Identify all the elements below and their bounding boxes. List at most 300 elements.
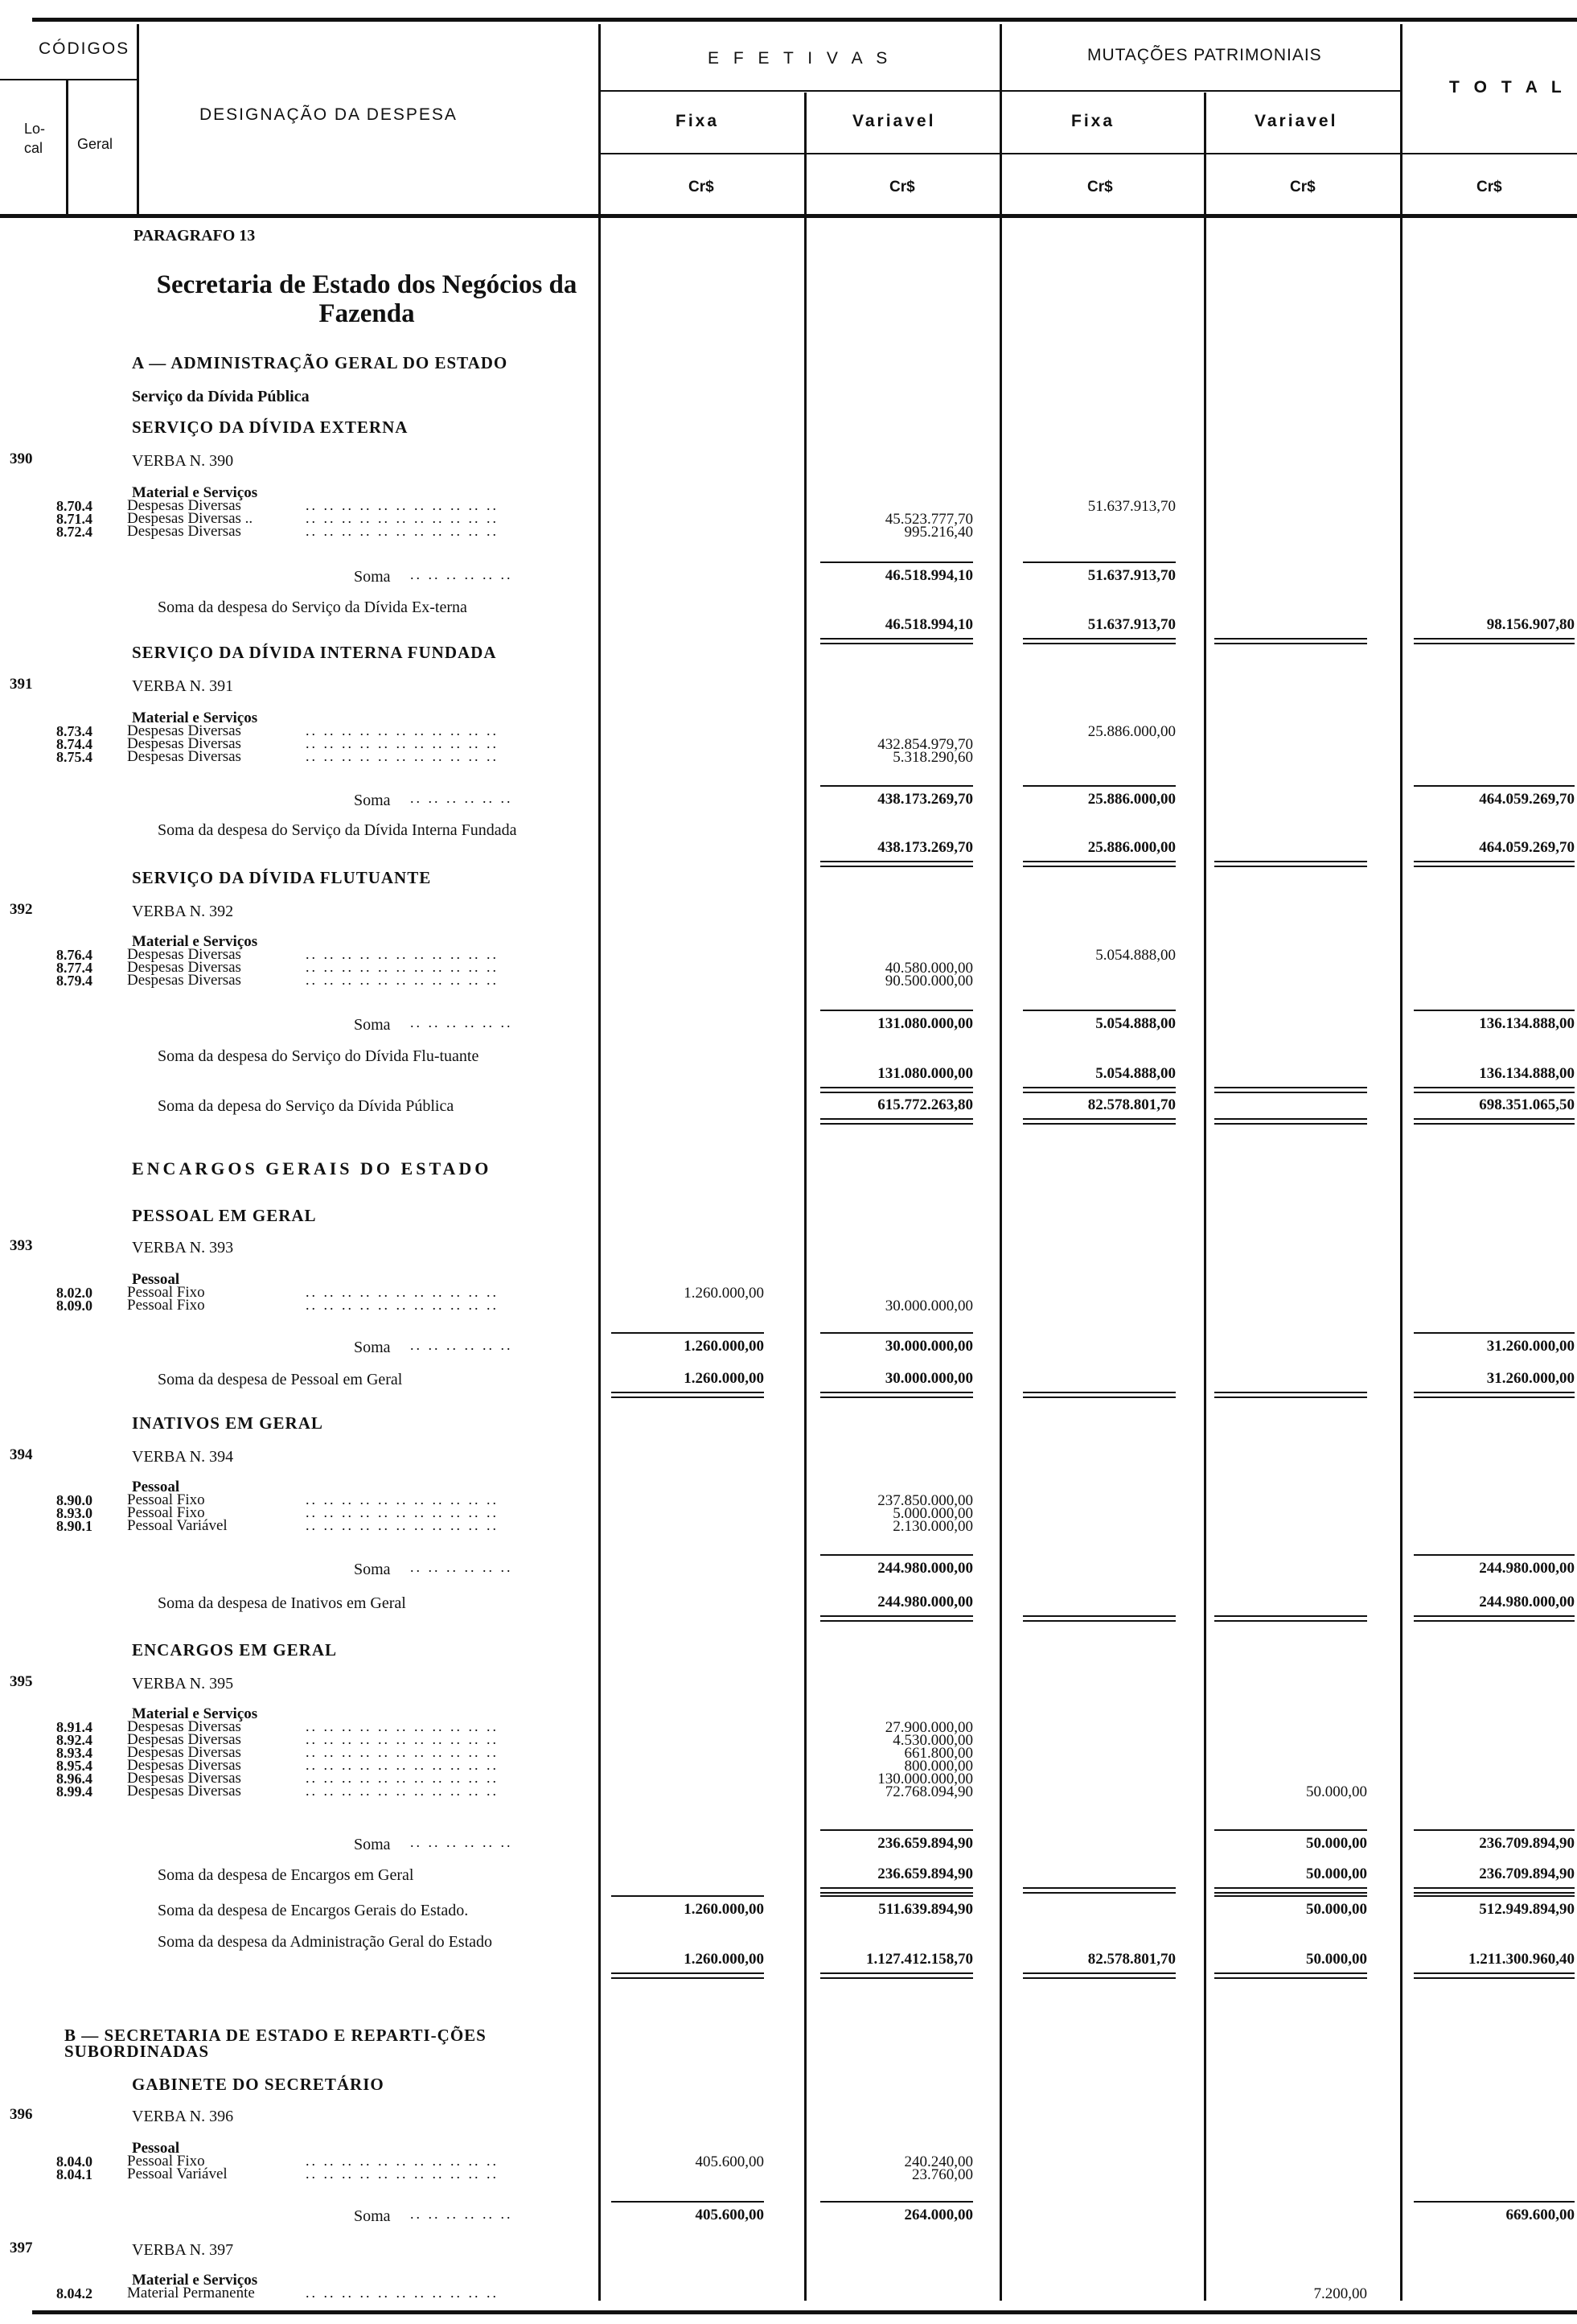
total-double-rule [1023,1615,1176,1617]
amount-efixa: 1.260.000,00 [684,1951,764,1968]
sum-rule [1023,561,1176,563]
row-description: SERVIÇO DA DÍVIDA FLUTUANTE [132,868,432,887]
amount-evar: 244.980.000,00 [877,1594,973,1610]
column-rule-mutacoes-variavel [1204,93,1206,2301]
total-double-rule [820,1972,973,1974]
total-double-rule [1414,1087,1575,1088]
geral-code: 8.72.4 [56,524,92,540]
amount-mfixa: 51.637.913,70 [1087,498,1176,515]
geral-code: 8.04.2 [56,2285,92,2301]
amount-total: 136.134.888,00 [1479,1015,1575,1032]
row-description: Serviço da Dívida Pública [132,388,310,405]
total-double-rule [1414,1396,1575,1398]
row-description: Pessoal Fixo [127,1297,205,1314]
geral-code: 8.76.4 [56,947,92,963]
total-double-rule [820,861,973,862]
amount-total: 136.134.888,00 [1479,1065,1575,1082]
geral-code: 8.95.4 [56,1758,92,1774]
amount-efixa: 405.600,00 [695,2207,764,2223]
row-description: Pessoal Fixo [127,1504,205,1521]
geral-code: 8.70.4 [56,498,92,514]
sum-rule [1023,1010,1176,1011]
row-description: Despesas Diversas [127,748,241,765]
row-description: Pessoal Fixo [127,1284,205,1301]
sum-rule [1414,1829,1575,1831]
total-double-rule [1414,1892,1575,1894]
row-description: Material e Serviços [132,2272,258,2289]
sum-rule [820,1554,973,1556]
row-description: VERBA N. 396 [132,2108,234,2125]
geral-code: 8.77.4 [56,960,92,976]
dot-leader: .. .. .. .. .. .. .. .. .. .. .. [306,1718,499,1734]
total-double-rule [820,1092,973,1093]
amount-evar: 995.216,40 [904,524,973,541]
amount-mvar: 50.000,00 [1306,1951,1367,1968]
amount-evar: 46.518.994,10 [885,567,973,584]
row-description: VERBA N. 392 [132,903,234,920]
header-codigos: CÓDIGOS [39,39,130,58]
header-divider [598,153,1577,154]
total-double-rule [1023,643,1176,644]
total-double-rule [1414,1977,1575,1979]
header-local: Lo- cal [24,121,46,156]
amount-mfixa: 5.054.888,00 [1095,947,1176,964]
total-double-rule [1214,1392,1367,1393]
paragrafo-label: PARAGRAFO 13 [133,227,256,245]
geral-code: 8.90.1 [56,1518,92,1534]
amount-evar: 800.000,00 [904,1758,973,1775]
header-geral: Geral [77,136,113,152]
amount-evar: 90.500.000,00 [885,973,973,989]
total-double-rule [1023,1887,1176,1889]
local-code: 395 [10,1673,33,1690]
amount-total: 236.709.894,90 [1479,1835,1575,1852]
total-double-rule [820,1615,973,1617]
amount-evar: 438.173.269,70 [877,839,973,856]
dot-leader: .. .. .. .. .. .. .. .. .. .. .. [306,1757,499,1773]
header-designacao: DESIGNAÇÃO DA DESPESA [199,105,458,124]
amount-mfixa: 25.886.000,00 [1087,839,1176,856]
total-double-rule [1214,638,1367,640]
row-description: Soma [354,792,391,809]
row-description: Material Permanente [127,2285,255,2301]
dot-leader: .. .. .. .. .. .. .. .. .. .. .. [306,1297,499,1313]
row-description: Pessoal Variável [127,1517,228,1534]
total-double-rule [1414,1887,1575,1889]
row-description: Despesas Diversas [127,1757,241,1774]
row-description: VERBA N. 395 [132,1675,234,1693]
row-description: Despesas Diversas [127,722,241,739]
total-double-rule [611,1972,764,1974]
local-code: 390 [10,450,33,467]
amount-total: 98.156.907,80 [1486,616,1575,633]
row-description: Soma da despesa de Pessoal em Geral [158,1371,403,1388]
column-rule-efetivas-fixa [598,24,601,2301]
sum-rule [611,1895,764,1897]
row-description: Soma da despesa do Serviço da Dívida Interna Fundada [158,821,517,839]
sum-rule [820,1332,973,1334]
row-description: Soma [354,2207,391,2225]
sum-rule [820,2201,973,2203]
total-double-rule [1023,1092,1176,1093]
amount-evar: 511.639.894,90 [878,1901,973,1918]
total-double-rule [1214,1887,1367,1889]
row-description: Soma da despesa de Inativos em Geral [158,1594,406,1612]
row-description: VERBA N. 391 [132,677,234,695]
total-double-rule [820,1087,973,1088]
row-description: Material e Serviços [132,710,258,726]
amount-evar: 244.980.000,00 [877,1560,973,1577]
sum-rule [1414,785,1575,787]
amount-efixa: 1.260.000,00 [684,1285,764,1302]
row-description: VERBA N. 394 [132,1448,234,1466]
row-description: Despesas Diversas [127,1731,241,1748]
header-divider [66,80,68,217]
top-rule [32,18,1577,22]
sum-rule [1214,1895,1367,1897]
dot-leader: .. .. .. .. .. .. .. .. .. .. .. [306,1504,499,1520]
sum-rule [1414,1895,1575,1897]
amount-total: 512.949.894,90 [1479,1901,1575,1918]
row-description: Despesas Diversas .. [127,510,253,527]
currency-label: Cr$ [1290,179,1316,195]
total-double-rule [820,1620,973,1622]
dot-leader: .. .. .. .. .. .. [410,1834,513,1850]
header-total: T O T A L [1449,78,1567,97]
total-double-rule [1023,1392,1176,1393]
amount-total: 698.351.065,50 [1479,1096,1575,1113]
dot-leader: .. .. .. .. .. .. .. .. .. .. .. [306,2285,499,2301]
sum-rule [820,1895,973,1897]
row-description: Material e Serviços [132,484,258,501]
geral-code: 8.93.4 [56,1745,92,1761]
geral-code: 8.93.0 [56,1505,92,1521]
dot-leader: .. .. .. .. .. .. .. .. .. .. .. [306,722,499,738]
amount-mvar: 50.000,00 [1306,1783,1367,1800]
geral-code: 8.71.4 [56,511,92,527]
dot-leader: .. .. .. .. .. .. .. .. .. .. .. [306,735,499,751]
geral-code: 8.73.4 [56,723,92,739]
total-double-rule [1214,861,1367,862]
amount-evar: 438.173.269,70 [877,791,973,808]
amount-efixa: 1.260.000,00 [684,1370,764,1387]
header-divider [0,79,137,80]
row-description: INATIVOS EM GERAL [132,1413,323,1433]
total-double-rule [1214,1087,1367,1088]
amount-evar: 615.772.263,80 [877,1096,973,1113]
total-double-rule [820,1892,973,1894]
amount-evar: 23.760,00 [912,2166,973,2183]
row-description: Soma [354,1339,391,1356]
sum-rule [1414,1554,1575,1556]
geral-code: 8.91.4 [56,1719,92,1735]
currency-label: Cr$ [688,179,714,195]
total-double-rule [1023,1123,1176,1125]
total-double-rule [1023,638,1176,640]
total-double-rule [611,1392,764,1393]
row-description: Pessoal [132,1479,180,1495]
dot-leader: .. .. .. .. .. .. .. .. .. .. .. [306,1731,499,1747]
total-double-rule [820,1123,973,1125]
amount-mvar: 50.000,00 [1306,1835,1367,1852]
total-double-rule [1414,1615,1575,1617]
amount-evar: 72.768.094,90 [885,1783,973,1800]
row-description: Soma da depesa do Serviço da Dívida Pública [158,1097,454,1115]
header-efetivas-variavel: Variavel [852,112,936,130]
dot-leader: .. .. .. .. .. .. [410,566,513,582]
amount-mfixa: 5.054.888,00 [1095,1015,1176,1032]
row-description: B — SECRETARIA DE ESTADO E REPARTI-ÇÕES SUBORDINADAS [64,2026,487,2061]
amount-evar: 240.240,00 [904,2153,973,2170]
amount-evar: 130.000.000,00 [877,1771,973,1787]
header-divider [598,90,1400,92]
row-description: Soma [354,568,391,586]
dot-leader: .. .. .. .. .. .. .. .. .. .. .. [306,946,499,962]
amount-mfixa: 51.637.913,70 [1087,567,1176,584]
geral-code: 8.99.4 [56,1783,92,1800]
sum-rule [820,1010,973,1011]
row-description: ENCARGOS EM GERAL [132,1640,338,1660]
row-description: Soma da despesa de Encargos Gerais do Estado. [158,1902,469,1919]
local-code: 397 [10,2240,33,2256]
amount-total: 464.059.269,70 [1479,839,1575,856]
total-double-rule [1023,1396,1176,1398]
dot-leader: .. .. .. .. .. .. [410,1337,513,1353]
total-double-rule [820,643,973,644]
row-description: SERVIÇO DA DÍVIDA INTERNA FUNDADA [132,643,497,662]
total-double-rule [1214,1118,1367,1120]
dot-leader: .. .. .. .. .. .. .. .. .. .. .. [306,497,499,513]
header-efetivas-fixa: Fixa [676,112,720,130]
total-double-rule [1023,1620,1176,1622]
row-description: Despesas Diversas [127,523,241,540]
geral-code: 8.96.4 [56,1771,92,1787]
amount-total: 1.211.300.960,40 [1468,1951,1575,1968]
amount-evar: 432.854.979,70 [877,736,973,753]
dot-leader: .. .. .. .. .. .. .. .. .. .. .. [306,748,499,764]
amount-evar: 4.530.000,00 [893,1732,973,1749]
column-rule-efetivas-variavel [804,93,807,2301]
row-description: A — ADMINISTRAÇÃO GERAL DO ESTADO [132,353,508,372]
geral-code: 8.79.4 [56,973,92,989]
amount-evar: 236.659.894,90 [877,1835,973,1852]
total-double-rule [1023,1087,1176,1088]
row-description: Pessoal Variável [127,2166,228,2182]
amount-total: 236.709.894,90 [1479,1865,1575,1882]
local-code: 392 [10,901,33,918]
row-description: VERBA N. 393 [132,1239,234,1257]
dot-leader: .. .. .. .. .. .. .. .. .. .. .. [306,523,499,539]
row-description: Material e Serviços [132,933,258,950]
amount-mvar: 50.000,00 [1306,1901,1367,1918]
local-code: 394 [10,1446,33,1463]
total-double-rule [1414,638,1575,640]
total-double-rule [1214,1092,1367,1093]
total-double-rule [1214,1396,1367,1398]
total-double-rule [1023,1977,1176,1979]
amount-total: 244.980.000,00 [1479,1594,1575,1610]
dot-leader: .. .. .. .. .. .. .. .. .. .. .. [306,1770,499,1786]
sum-rule [820,561,973,563]
total-double-rule [611,1396,764,1398]
geral-code: 8.02.0 [56,1285,92,1301]
local-code: 391 [10,676,33,693]
row-description: GABINETE DO SECRETÁRIO [132,2075,384,2094]
row-description: Despesas Diversas [127,1744,241,1761]
header-efetivas: E F E T I V A S [708,49,893,68]
total-double-rule [1414,1620,1575,1622]
total-double-rule [820,1392,973,1393]
amount-total: 31.260.000,00 [1486,1338,1575,1355]
row-description: Despesas Diversas [127,959,241,976]
column-rule-total [1400,24,1402,2301]
total-double-rule [1414,866,1575,867]
dot-leader: .. .. .. .. .. .. [410,1014,513,1030]
amount-evar: 131.080.000,00 [877,1065,973,1082]
total-double-rule [1414,643,1575,644]
dot-leader: .. .. .. .. .. .. [410,790,513,806]
amount-evar: 27.900.000,00 [885,1719,973,1736]
header-divider [137,24,139,217]
total-double-rule [1023,866,1176,867]
amount-evar: 237.850.000,00 [877,1492,973,1509]
amount-evar: 5.000.000,00 [893,1505,973,1522]
row-description: VERBA N. 397 [132,2241,234,2259]
total-double-rule [1214,1892,1367,1894]
row-description: Material e Serviços [132,1705,258,1722]
total-double-rule [1214,1620,1367,1622]
sum-rule [820,1829,973,1831]
row-description: VERBA N. 390 [132,452,234,470]
local-code: 396 [10,2106,33,2123]
amount-evar: 30.000.000,00 [885,1338,973,1355]
total-double-rule [820,1887,973,1889]
local-code: 393 [10,1237,33,1254]
column-rule-mutacoes-fixa [1000,24,1002,2301]
total-double-rule [1023,1118,1176,1120]
total-double-rule [1414,1392,1575,1393]
geral-code: 8.74.4 [56,736,92,752]
sum-rule [1414,1010,1575,1011]
total-double-rule [1414,1972,1575,1974]
row-description: Despesas Diversas [127,946,241,963]
total-double-rule [1023,861,1176,862]
row-description: Soma da despesa do Serviço da Dívida Ex-terna [158,598,467,616]
amount-mfixa: 51.637.913,70 [1087,616,1176,633]
dot-leader: .. .. .. .. .. .. [410,2206,513,2222]
total-double-rule [820,1118,973,1120]
total-double-rule [1414,1118,1575,1120]
amount-evar: 30.000.000,00 [885,1298,973,1314]
amount-evar: 1.127.412.158,70 [866,1951,973,1968]
total-double-rule [1214,643,1367,644]
total-double-rule [820,638,973,640]
bottom-rule [32,2310,1577,2314]
amount-evar: 131.080.000,00 [877,1015,973,1032]
total-double-rule [1214,1977,1367,1979]
amount-evar: 264.000,00 [904,2207,973,2223]
amount-evar: 2.130.000,00 [893,1518,973,1535]
currency-label: Cr$ [1087,179,1113,195]
amount-evar: 30.000.000,00 [885,1370,973,1387]
amount-mvar: 50.000,00 [1306,1865,1367,1882]
total-double-rule [820,1396,973,1398]
amount-total: 244.980.000,00 [1479,1560,1575,1577]
row-description: Despesas Diversas [127,735,241,752]
amount-total: 464.059.269,70 [1479,791,1575,808]
row-description: Despesas Diversas [127,1783,241,1800]
geral-code: 8.75.4 [56,749,92,765]
row-description: Pessoal [132,1271,180,1288]
header-bottom-rule [0,214,1577,218]
geral-code: 8.90.0 [56,1492,92,1508]
dot-leader: .. .. .. .. .. .. .. .. .. .. .. [306,1284,499,1300]
secretaria-title: Secretaria de Estado dos Negócios da Fazenda [156,270,577,328]
total-double-rule [1214,1123,1367,1125]
row-description: SERVIÇO DA DÍVIDA EXTERNA [132,417,409,437]
row-description: Soma [354,1016,391,1034]
amount-total: 669.600,00 [1505,2207,1575,2223]
row-description: Despesas Diversas [127,1770,241,1787]
header-mutacoes: MUTAÇÕES PATRIMONIAIS [1087,46,1322,64]
amount-evar: 45.523.777,70 [885,511,973,528]
header-mutacoes-variavel: Variavel [1255,112,1338,130]
total-double-rule [820,866,973,867]
row-description: Pessoal Fixo [127,2153,205,2170]
header-mutacoes-fixa: Fixa [1071,112,1115,130]
amount-evar: 5.318.290,60 [893,749,973,766]
total-double-rule [1023,1892,1176,1894]
dot-leader: .. .. .. .. .. .. .. .. .. .. .. [306,510,499,526]
total-double-rule [1023,1972,1176,1974]
sum-rule [611,2201,764,2203]
dot-leader: .. .. .. .. .. .. .. .. .. .. .. [306,1744,499,1760]
currency-label: Cr$ [1476,179,1502,195]
row-description: Despesas Diversas [127,497,241,514]
amount-evar: 661.800,00 [904,1745,973,1762]
total-double-rule [1214,1615,1367,1617]
dot-leader: .. .. .. .. .. .. .. .. .. .. .. [306,1517,499,1533]
amount-efixa: 1.260.000,00 [684,1338,764,1355]
amount-total: 31.260.000,00 [1486,1370,1575,1387]
amount-evar: 40.580.000,00 [885,960,973,977]
total-double-rule [611,1977,764,1979]
amount-mvar: 7.200,00 [1313,2285,1367,2302]
amount-evar: 46.518.994,10 [885,616,973,633]
amount-mfixa: 5.054.888,00 [1095,1065,1176,1082]
row-description: Despesas Diversas [127,972,241,989]
row-description: Soma da despesa de Encargos em Geral [158,1866,414,1884]
total-double-rule [1414,1123,1575,1125]
dot-leader: .. .. .. .. .. .. .. .. .. .. .. [306,972,499,988]
sum-rule [1414,1332,1575,1334]
row-description: Pessoal [132,2140,180,2157]
geral-code: 8.92.4 [56,1732,92,1748]
total-double-rule [1414,861,1575,862]
amount-mfixa: 82.578.801,70 [1087,1096,1176,1113]
row-description: Soma [354,1561,391,1578]
dot-leader: .. .. .. .. .. .. .. .. .. .. .. [306,2153,499,2169]
amount-efixa: 1.260.000,00 [684,1901,764,1918]
currency-label: Cr$ [889,179,915,195]
amount-mfixa: 25.886.000,00 [1087,723,1176,740]
amount-evar: 236.659.894,90 [877,1865,973,1882]
row-description: PESSOAL EM GERAL [132,1206,317,1225]
dot-leader: .. .. .. .. .. .. [410,1559,513,1575]
amount-mfixa: 25.886.000,00 [1087,791,1176,808]
amount-efixa: 405.600,00 [695,2153,764,2170]
geral-code: 8.04.1 [56,2166,92,2182]
